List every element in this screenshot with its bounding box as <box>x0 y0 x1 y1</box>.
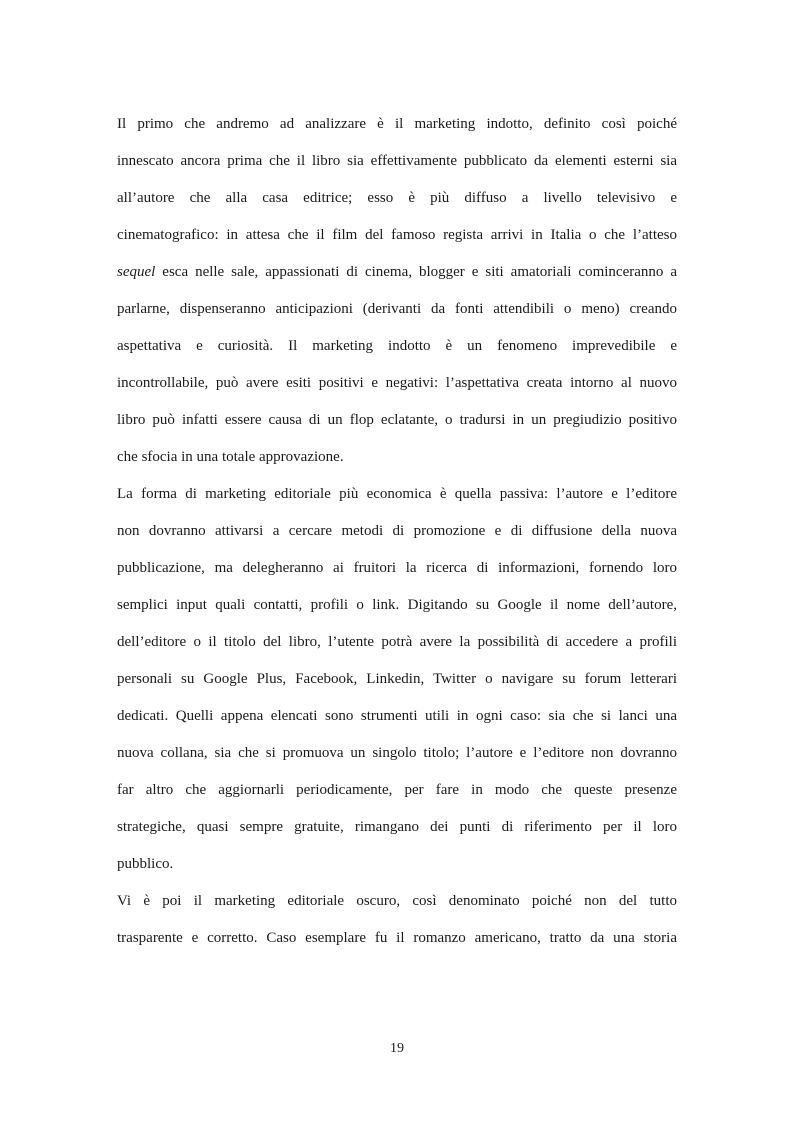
text-line-last: che sfocia in una totale approvazione. <box>117 449 344 465</box>
text-line: nuova collana, sia che si promuova un singolo titolo; l’autore e l’editore non dovranno <box>117 745 677 761</box>
text-line-last: pubblico. <box>117 856 174 872</box>
text-line: personali su Google Plus, Facebook, Linkedin, Twitter o navigare su forum letterari <box>117 671 677 687</box>
text-line: libro può infatti essere causa di un flop eclatante, o tradursi in un pregiudizio positivo <box>117 412 677 428</box>
text-line: Vi è poi il marketing editoriale oscuro, così denominato poiché non del tutto <box>117 893 677 909</box>
text-line: Il primo che andremo ad analizzare è il marketing indotto, definito così poiché <box>117 116 677 132</box>
document-body <box>117 106 677 957</box>
paragraph-marketing-oscuro <box>117 883 677 957</box>
italic-term: sequel <box>117 264 156 280</box>
text-line: innescato ancora prima che il libro sia effettivamente pubblicato da elementi esterni sia <box>117 153 677 169</box>
text-line: parlarne, dispenseranno anticipazioni (derivanti da fonti attendibili o meno) creando <box>117 301 677 317</box>
text-line: trasparente e corretto. Caso esemplare fu il romanzo americano, tratto da una storia <box>117 930 677 946</box>
text-line: cinematografico: in attesa che il film del famoso regista arrivi in Italia o che l’atteso <box>117 227 677 243</box>
page-number: 19 <box>390 1041 404 1056</box>
text-line: far altro che aggiornarli periodicamente, per fare in modo che queste presenze <box>117 782 677 798</box>
text-line: strategiche, quasi sempre gratuite, rimangano dei punti di riferimento per il loro <box>117 819 677 835</box>
paragraph-marketing-passivo <box>117 476 677 883</box>
text-line: aspettativa e curiosità. Il marketing indotto è un fenomeno imprevedibile e <box>117 338 677 354</box>
text-line: La forma di marketing editoriale più economica è quella passiva: l’autore e l’editore <box>117 486 677 502</box>
text-line: all’autore che alla casa editrice; esso è più diffuso a livello televisivo e <box>117 190 677 206</box>
text-line: dell’editore o il titolo del libro, l’utente potrà avere la possibilità di accedere a profili <box>117 634 677 650</box>
text-line-with-italic <box>117 254 677 291</box>
text-line: dedicati. Quelli appena elencati sono strumenti utili in ogni caso: sia che si lanci una <box>117 708 677 724</box>
paragraph-marketing-indotto <box>117 106 677 476</box>
text-line: semplici input quali contatti, profili o link. Digitando su Google il nome dell’autore, <box>117 597 677 613</box>
text-line: pubblicazione, ma delegheranno ai fruitori la ricerca di informazioni, fornendo loro <box>117 560 677 576</box>
text-line: non dovranno attivarsi a cercare metodi di promozione e di diffusione della nuova <box>117 523 677 539</box>
text-line-rest: esca nelle sale, appassionati di cinema, blogger e siti amatoriali cominceranno a <box>162 264 677 280</box>
text-line: incontrollabile, può avere esiti positivi e negativi: l’aspettativa creata intorno al nuovo <box>117 375 677 391</box>
